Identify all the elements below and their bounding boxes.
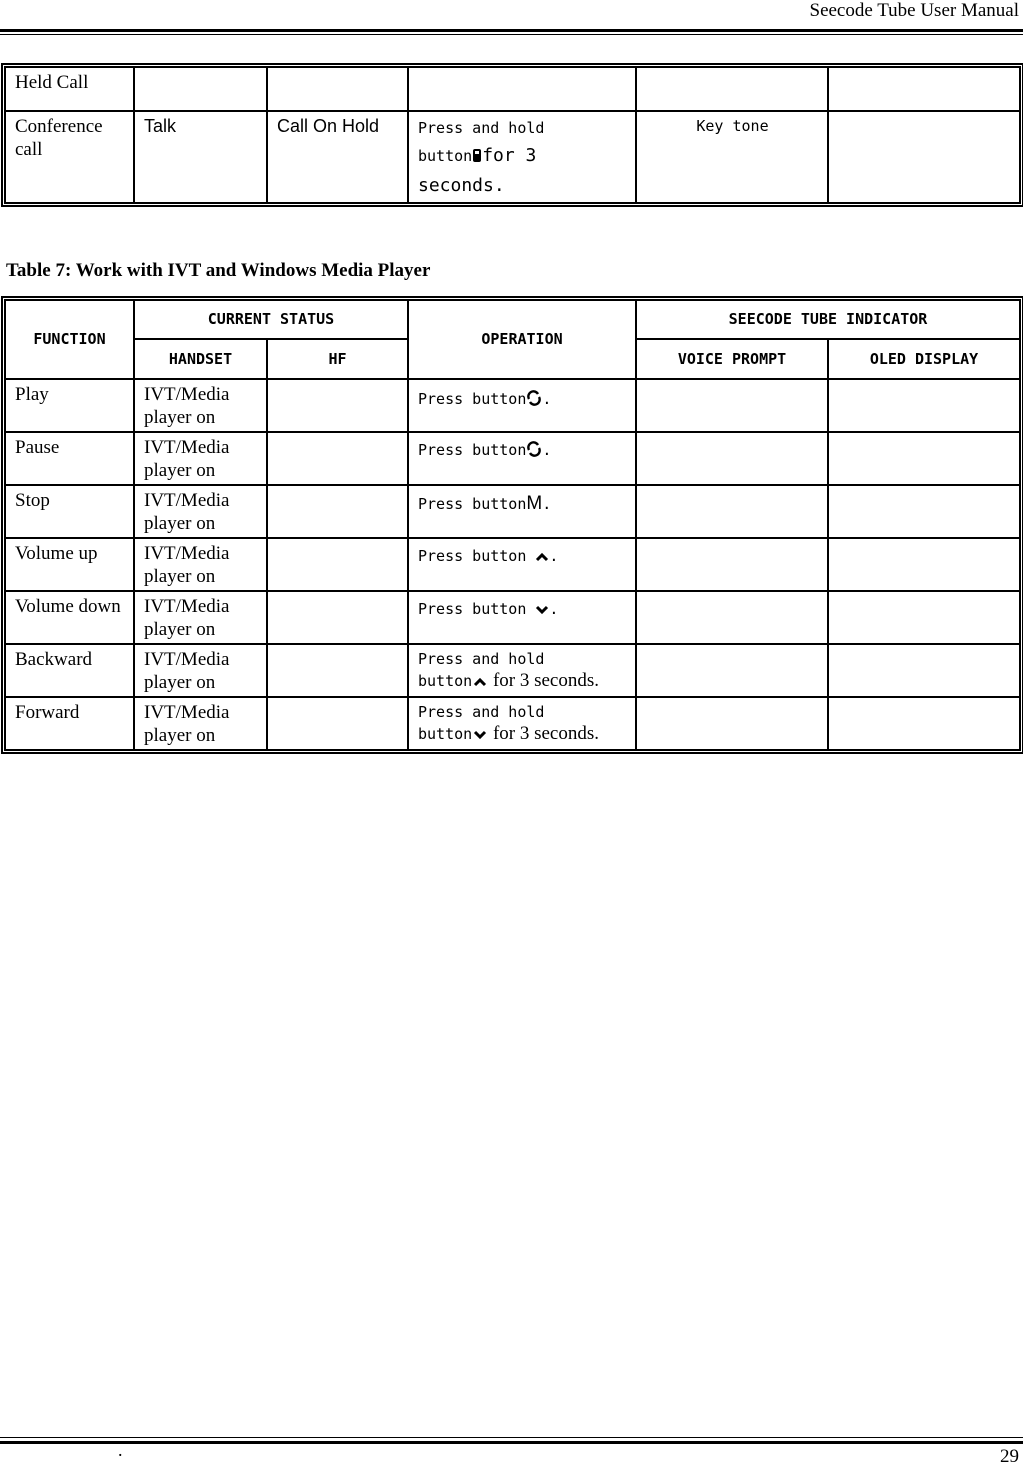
handset-cell: IVT/Media player on bbox=[134, 379, 267, 432]
oled-display-cell bbox=[828, 644, 1020, 697]
header-rule-thin bbox=[0, 34, 1023, 35]
table-row bbox=[5, 591, 1020, 644]
chevron-up-icon bbox=[472, 672, 488, 694]
oled-display-cell bbox=[828, 379, 1020, 432]
function-cell: Forward bbox=[5, 697, 134, 750]
operation-cell bbox=[408, 644, 636, 697]
footer-rule-thick bbox=[0, 1441, 1023, 1444]
hf-cell bbox=[267, 485, 408, 538]
operation-cell bbox=[408, 591, 636, 644]
operation-text: Press button bbox=[418, 600, 536, 618]
operation-text: Press button bbox=[418, 441, 527, 459]
function-cell: Held Call bbox=[5, 67, 134, 111]
voice-prompt-cell: Key tone bbox=[636, 111, 828, 203]
handset-cell: IVT/Media player on bbox=[134, 644, 267, 697]
current-status-header: CURRENT STATUS bbox=[134, 300, 408, 339]
oled-display-cell bbox=[828, 697, 1020, 750]
table-row bbox=[5, 538, 1020, 591]
indicator-header: SEECODE TUBE INDICATOR bbox=[636, 300, 1020, 339]
table-row bbox=[5, 644, 1020, 697]
operation-cell bbox=[408, 538, 636, 591]
operation-cell bbox=[408, 379, 636, 432]
chevron-down-icon bbox=[535, 600, 549, 623]
table-call-continuation bbox=[4, 66, 1021, 204]
operation-tail: . bbox=[542, 390, 552, 408]
operation-tail: . bbox=[542, 441, 552, 459]
oled-display-header: OLED DISPLAY bbox=[828, 339, 1020, 379]
operation-cell bbox=[408, 111, 636, 203]
hf-cell bbox=[267, 379, 408, 432]
operation-cell bbox=[408, 485, 636, 538]
header-row bbox=[5, 300, 1020, 339]
hf-cell bbox=[267, 697, 408, 750]
hf-cell bbox=[267, 644, 408, 697]
handset-cell bbox=[134, 67, 267, 111]
table-row bbox=[5, 432, 1020, 485]
function-cell: Play bbox=[5, 379, 134, 432]
operation-tail: . bbox=[542, 495, 552, 513]
function-header: FUNCTION bbox=[5, 300, 134, 379]
handset-cell: Talk bbox=[134, 111, 267, 203]
operation-text: button bbox=[418, 725, 473, 743]
chevron-up-icon bbox=[535, 547, 549, 570]
hf-cell: Call On Hold bbox=[267, 111, 408, 203]
chevron-down-icon bbox=[472, 725, 488, 747]
table-caption: Table 7: Work with IVT and Windows Media Player bbox=[6, 260, 431, 281]
handset-cell: IVT/Media player on bbox=[134, 538, 267, 591]
table-ivt-media-player bbox=[4, 299, 1021, 751]
hf-cell bbox=[267, 67, 408, 111]
handset-cell: IVT/Media player on bbox=[134, 591, 267, 644]
play-pause-icon bbox=[526, 441, 542, 464]
hf-cell bbox=[267, 538, 408, 591]
operation-suffix: for 3 bbox=[482, 145, 537, 166]
oled-display-cell bbox=[828, 538, 1020, 591]
operation-prefix: Press and hold bbox=[418, 703, 545, 721]
operation-prefix: Press and hold bbox=[418, 650, 545, 668]
function-cell: Pause bbox=[5, 432, 134, 485]
m-key-label: M bbox=[526, 493, 543, 514]
handset-header: HANDSET bbox=[134, 339, 267, 379]
hf-header: HF bbox=[267, 339, 408, 379]
footer-rule bbox=[0, 1437, 1023, 1438]
hf-cell bbox=[267, 432, 408, 485]
operation-cell bbox=[408, 432, 636, 485]
function-cell: Volume down bbox=[5, 591, 134, 644]
operation-text: Press button bbox=[418, 390, 527, 408]
page-number: 29 bbox=[1000, 1446, 1019, 1467]
table-row bbox=[5, 67, 1020, 111]
oled-display-cell bbox=[828, 591, 1020, 644]
operation-text: Press button bbox=[418, 547, 536, 565]
hf-cell bbox=[267, 591, 408, 644]
handset-cell: IVT/Media player on bbox=[134, 697, 267, 750]
table-row bbox=[5, 697, 1020, 750]
operation-tail: . bbox=[549, 600, 559, 618]
operation-tail: for 3 seconds. bbox=[488, 670, 599, 691]
footer-dot: . bbox=[118, 1440, 123, 1460]
oled-display-cell bbox=[828, 111, 1020, 203]
operation-text: Press button bbox=[418, 495, 527, 513]
voice-prompt-cell bbox=[636, 644, 828, 697]
voice-prompt-cell bbox=[636, 591, 828, 644]
voice-prompt-cell bbox=[636, 379, 828, 432]
handset-cell: IVT/Media player on bbox=[134, 432, 267, 485]
oled-display-cell bbox=[828, 432, 1020, 485]
operation-cell bbox=[408, 697, 636, 750]
operation-tail: for 3 seconds. bbox=[488, 723, 599, 744]
operation-text: button bbox=[418, 672, 473, 690]
page-header-title: Seecode Tube User Manual bbox=[809, 0, 1019, 21]
table-row bbox=[5, 485, 1020, 538]
oled-display-cell bbox=[828, 485, 1020, 538]
operation-suffix-2: seconds. bbox=[418, 175, 505, 196]
table-row bbox=[5, 111, 1020, 203]
voice-prompt-cell bbox=[636, 538, 828, 591]
phone-icon bbox=[472, 145, 482, 172]
voice-prompt-cell bbox=[636, 697, 828, 750]
function-cell: Backward bbox=[5, 644, 134, 697]
voice-prompt-header: VOICE PROMPT bbox=[636, 339, 828, 379]
handset-cell: IVT/Media player on bbox=[134, 485, 267, 538]
operation-prefix: Press and hold bbox=[418, 119, 545, 137]
operation-header: OPERATION bbox=[408, 300, 636, 379]
voice-prompt-cell bbox=[636, 432, 828, 485]
voice-prompt-cell bbox=[636, 485, 828, 538]
voice-prompt-cell bbox=[636, 67, 828, 111]
function-cell: Stop bbox=[5, 485, 134, 538]
oled-display-cell bbox=[828, 67, 1020, 111]
function-cell: Volume up bbox=[5, 538, 134, 591]
play-pause-icon bbox=[526, 390, 542, 413]
operation-tail: . bbox=[549, 547, 559, 565]
operation-cell bbox=[408, 67, 636, 111]
header-rule bbox=[0, 29, 1023, 32]
function-cell: Conference call bbox=[5, 111, 134, 203]
table-row bbox=[5, 379, 1020, 432]
operation-button-label: button bbox=[418, 147, 473, 165]
